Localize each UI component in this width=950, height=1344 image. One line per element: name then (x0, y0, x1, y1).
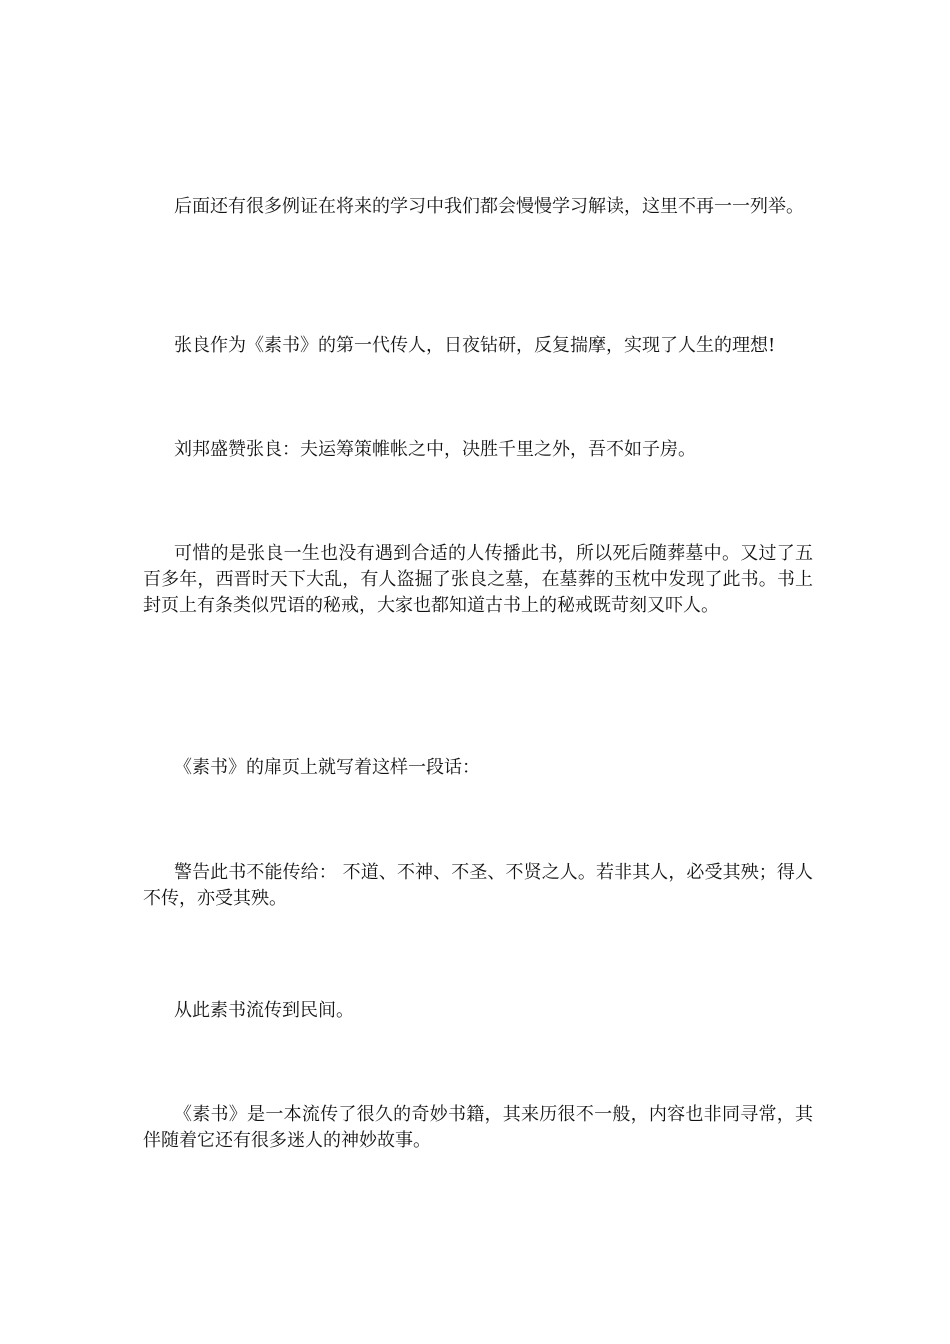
paragraph-warning: 警告此书不能传给： 不道、不神、不圣、不贤之人。若非其人，必受其殃；得人不传，亦受其殃。 (143, 862, 813, 909)
paragraph-zhang-liang-heir: 张良作为《素书》的第一代传人，日夜钻研，反复揣摩，实现了人生的理想! (174, 335, 776, 356)
paragraph-conclusion: 《素书》是一本流传了很久的奇妙书籍，其来历很不一般，内容也非同寻常，其伴随着它还有很多迷人的神妙故事。 (143, 1104, 813, 1151)
paragraph-title-page: 《素书》的扉页上就写着这样一段话： (174, 757, 480, 778)
paragraph-tomb-discovery: 可惜的是张良一生也没有遇到合适的人传播此书，所以死后随葬墓中。又过了五百多年，西晋时天下大乱，有人盗掘了张良之墓，在墓葬的玉枕中发现了此书。书上封页上有条类似咒语的秘戒，大家也都知道古书上的秘戒既苛刻又吓人。 (143, 543, 813, 616)
paragraph-spread: 从此素书流传到民间。 (174, 1000, 354, 1021)
paragraph-examples: 后面还有很多例证在将来的学习中我们都会慢慢学习解读，这里不再一一列举。 (174, 196, 804, 217)
paragraph-liu-bang-praise: 刘邦盛赞张良：夫运筹策帷帐之中，决胜千里之外，吾不如子房。 (174, 439, 696, 460)
